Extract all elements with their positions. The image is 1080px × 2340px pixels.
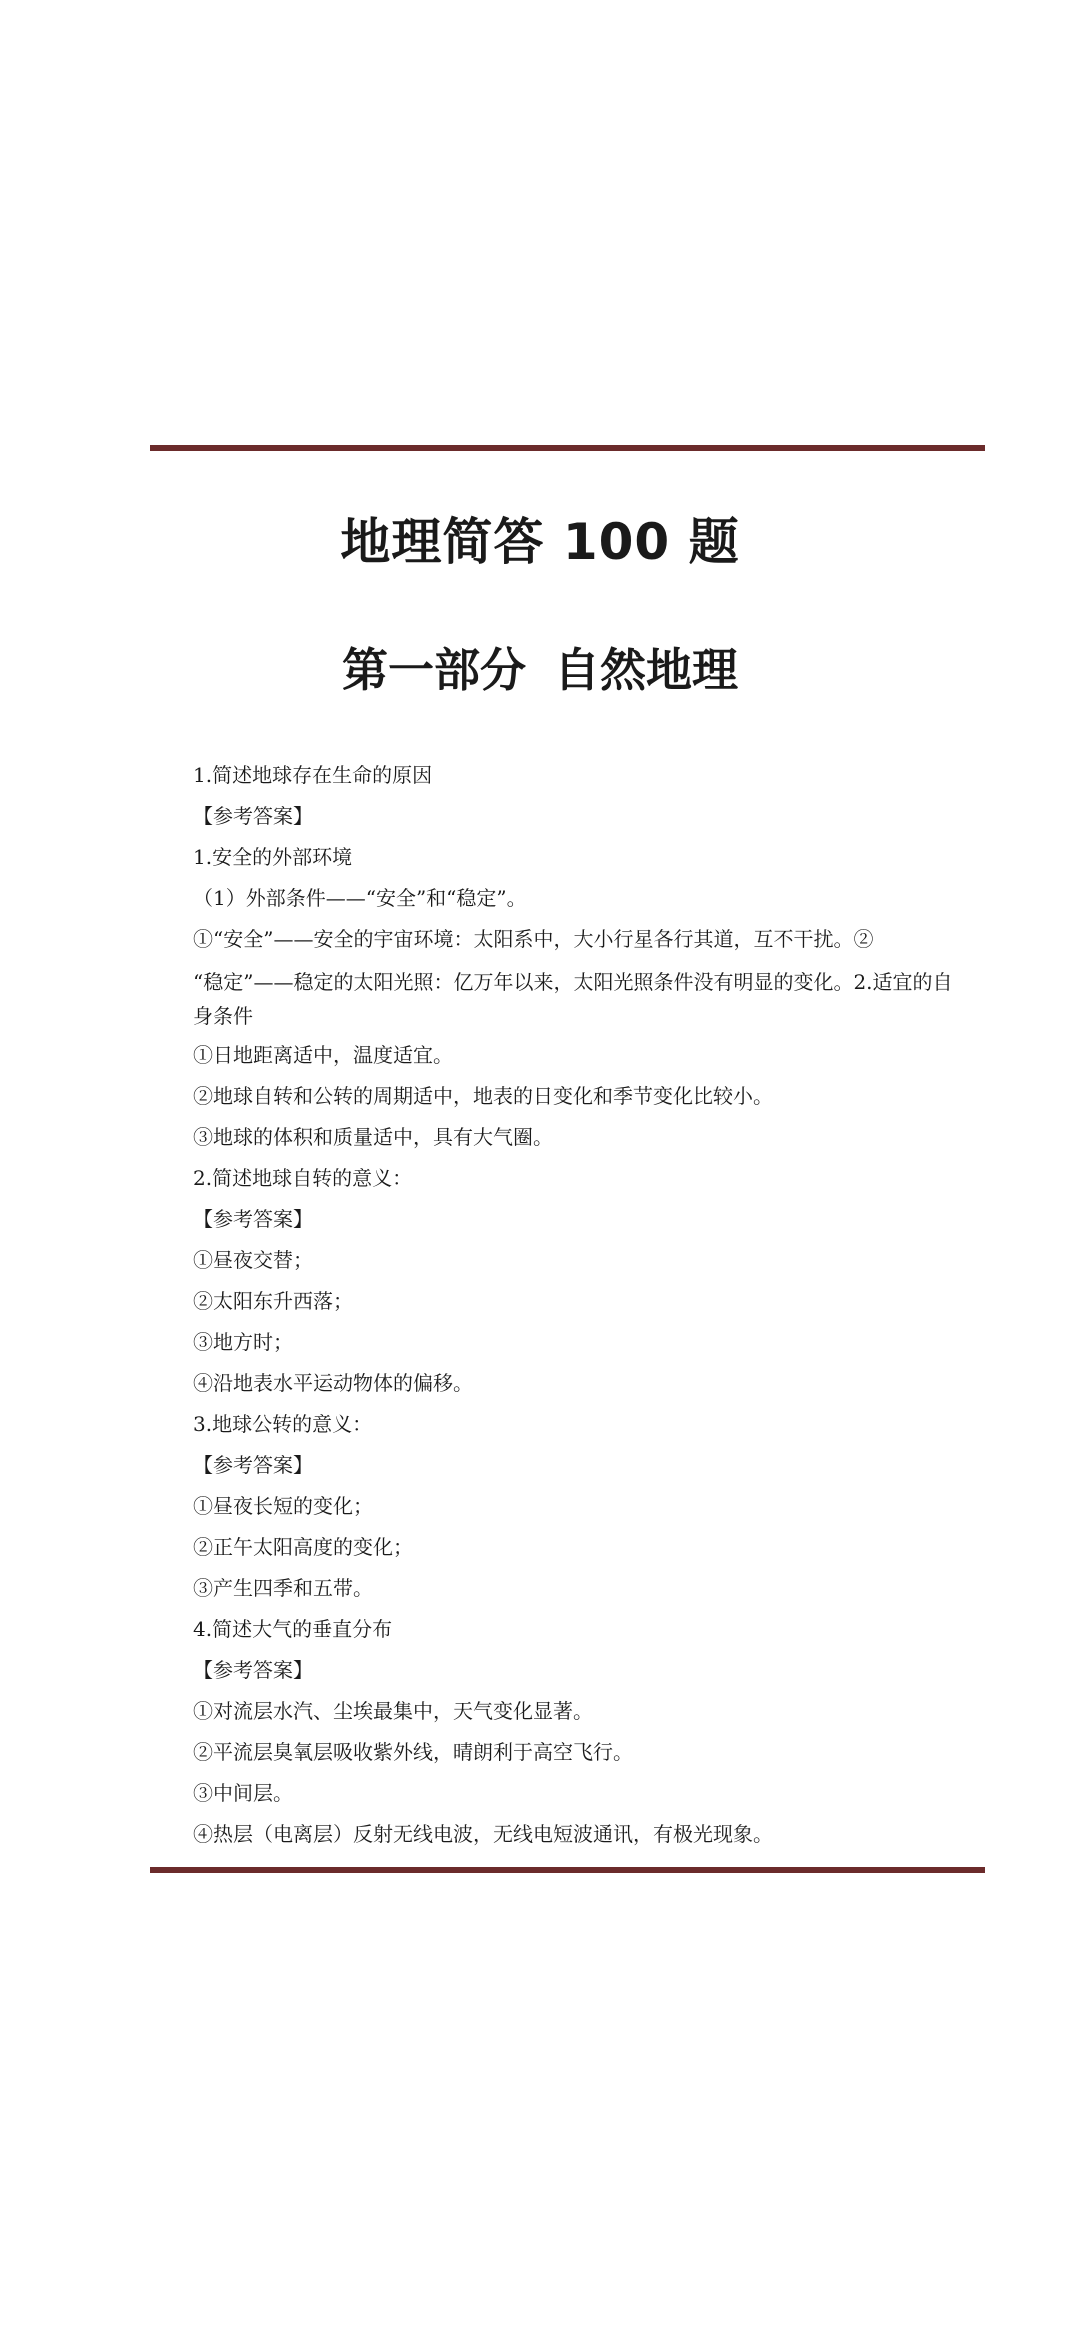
answer-line: ②平流层臭氧层吸收紫外线，晴朗利于高空飞行。 — [193, 1740, 633, 1764]
answer-label: 【参考答案】 — [193, 1207, 313, 1231]
answer-line: ②正午太阳高度的变化； — [193, 1535, 413, 1559]
answer-line: 1.安全的外部环境 — [193, 845, 353, 869]
section-title: 第一部分 自然地理 — [341, 643, 738, 697]
answer-line: ①对流层水汽、尘埃最集中，天气变化显著。 — [193, 1699, 593, 1723]
question-1: 1.简述地球存在生命的原因 — [193, 763, 433, 787]
bottom-divider — [150, 1867, 985, 1873]
answer-line: ③中间层。 — [193, 1781, 293, 1805]
answer-line: ①“安全”——安全的宇宙环境：太阳系中，大小行星各行其道，互不干扰。② — [193, 927, 874, 951]
answer-line: ④沿地表水平运动物体的偏移。 — [193, 1371, 473, 1395]
page-title: 地理简答 100 题 — [340, 513, 740, 571]
question-3: 3.地球公转的意义： — [193, 1412, 373, 1436]
answer-label: 【参考答案】 — [193, 1658, 313, 1682]
answer-line: ①昼夜长短的变化； — [193, 1494, 373, 1518]
answer-line: ②地球自转和公转的周期适中，地表的日变化和季节变化比较小。 — [193, 1084, 773, 1108]
answer-line: （1）外部条件——“安全”和“稳定”。 — [193, 886, 527, 910]
top-divider — [150, 445, 985, 451]
answer-line: ③地球的体积和质量适中，具有大气圈。 — [193, 1125, 553, 1149]
answer-line: ③地方时； — [193, 1330, 293, 1354]
answer-label: 【参考答案】 — [193, 804, 313, 828]
answer-line: ①昼夜交替； — [193, 1248, 313, 1272]
question-2: 2.简述地球自转的意义： — [193, 1166, 413, 1190]
question-4: 4.简述大气的垂直分布 — [193, 1617, 393, 1641]
qa-content — [193, 755, 953, 1855]
answer-label: 【参考答案】 — [193, 1453, 313, 1477]
answer-line: ①日地距离适中，温度适宜。 — [193, 1043, 453, 1067]
answer-line: ②太阳东升西落； — [193, 1289, 353, 1313]
answer-line: ④热层（电离层）反射无线电波，无线电短波通讯，有极光现象。 — [193, 1822, 773, 1846]
answer-line: “稳定”——稳定的太阳光照：亿万年以来，太阳光照条件没有明显的变化。2.适宜的自身条件 — [193, 970, 953, 1028]
answer-line: ③产生四季和五带。 — [193, 1576, 373, 1600]
